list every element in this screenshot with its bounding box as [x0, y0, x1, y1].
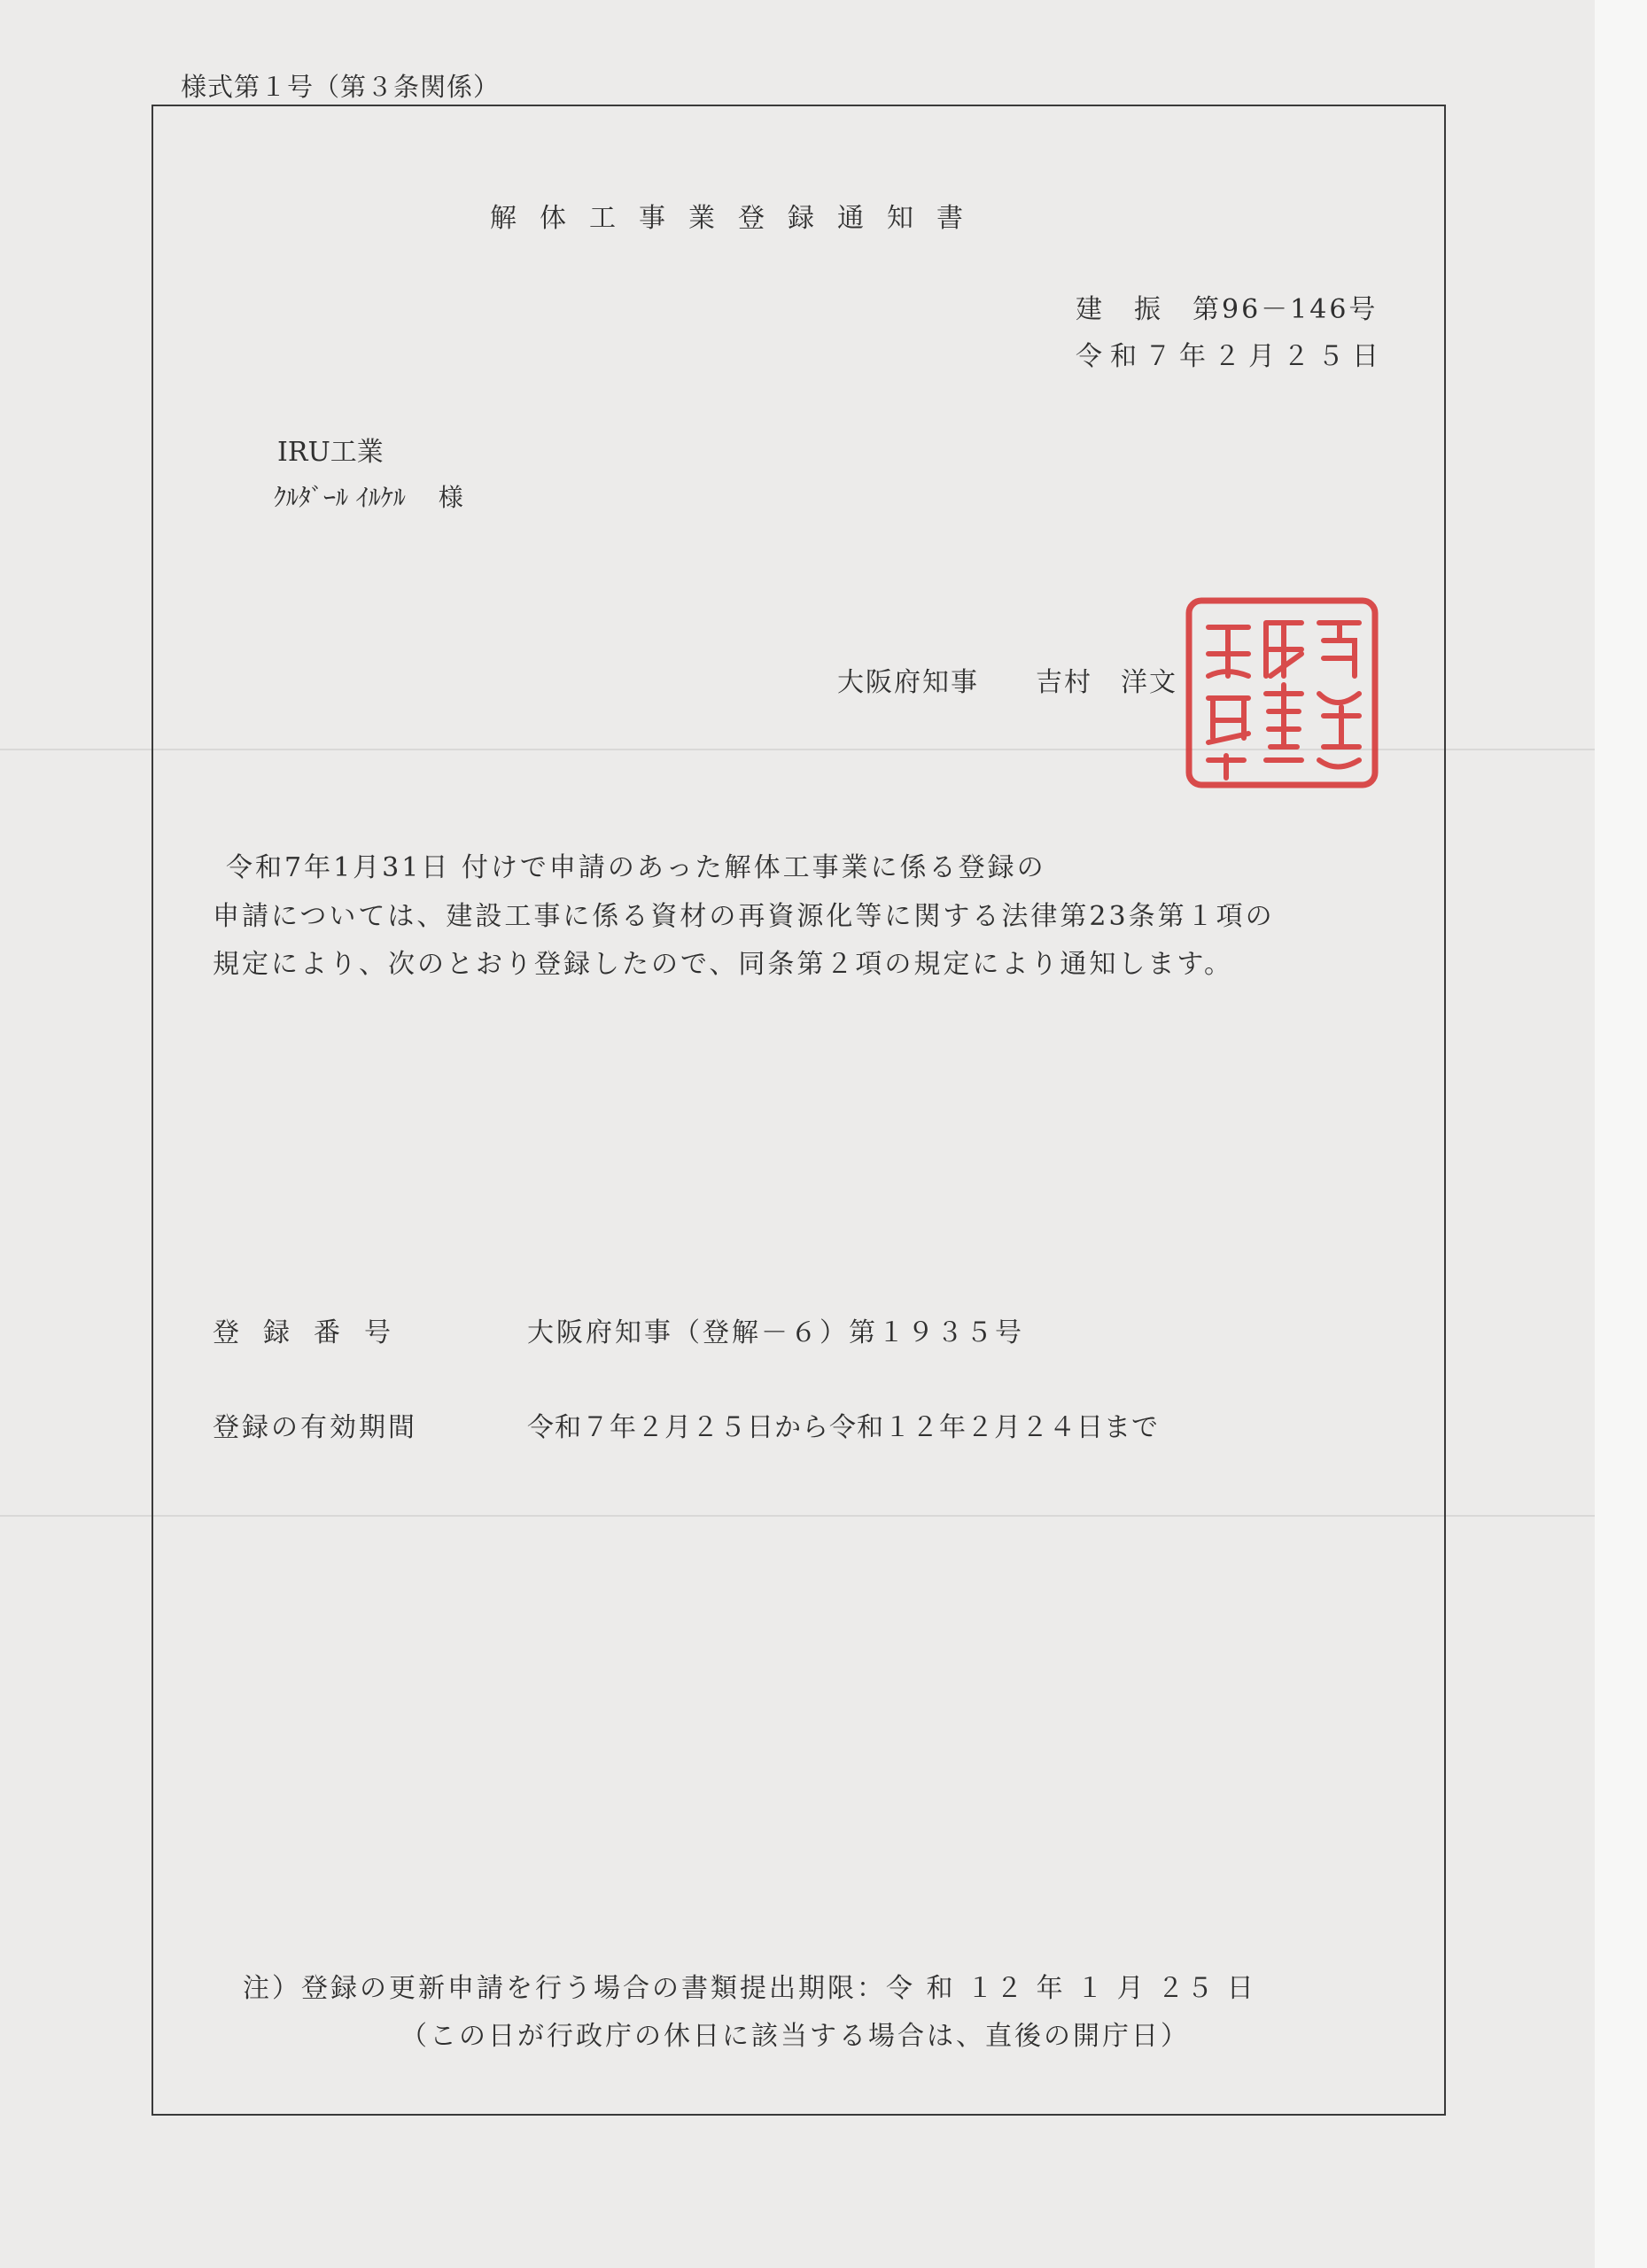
issuer-name: 大阪府知事 吉村 洋文 — [837, 667, 1177, 698]
renewal-note-detail: （この日が行政庁の休日に該当する場合は、直後の開庁日） — [400, 2021, 1190, 2052]
document-number: 建 振 第96－146号 — [1076, 294, 1379, 325]
recipient-name: ｸﾙﾀﾞｰﾙ ｲﾙｹﾙ 様 — [274, 483, 463, 512]
body-line: 令和7年1月31日 付けで申請のあった解体工事業に係る登録の — [226, 852, 1046, 883]
registration-number-value: 大阪府知事（登解－６）第１９３５号 — [527, 1317, 1024, 1348]
body-line: 申請については、建設工事に係る資材の再資源化等に関する法律第23条第１項の — [213, 901, 1275, 932]
renewal-note: 注）登録の更新申請を行う場合の書類提出期限：令 和 １２ 年 １ 月 ２５ 日 — [243, 1973, 1256, 2004]
official-seal — [1182, 592, 1382, 796]
body-line: 規定により、次のとおり登録したので、同条第２項の規定により通知します。 — [213, 949, 1233, 980]
validity-period-value: 令和７年２月２５日から令和１２年２月２４日まで — [527, 1412, 1159, 1443]
document-frame — [151, 105, 1446, 2116]
recipient-company: IRU工業 — [277, 437, 384, 468]
registration-number-label: 登録番号 — [213, 1317, 415, 1348]
document-date: 令和７年２月２５日 — [1076, 341, 1387, 372]
scan-margin — [1595, 0, 1647, 2268]
form-label: 様式第１号（第３条関係） — [181, 72, 501, 102]
document-title: 解体工事業登録通知書 — [490, 203, 986, 234]
validity-period-label: 登録の有効期間 — [213, 1412, 417, 1443]
